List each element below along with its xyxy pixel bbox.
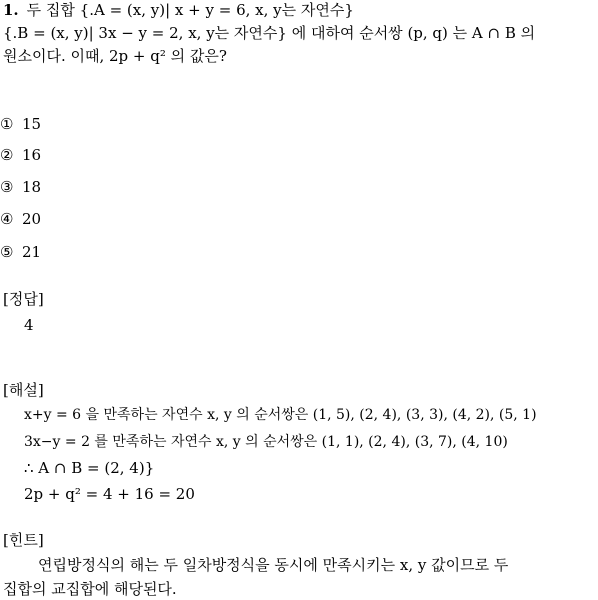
explanation-line-1: x+y = 6 을 만족하는 자연수 x, y 의 순서쌍은 (1, 5), (2, 4), (3, 3), (4, 2), (5, 1): [24, 407, 537, 423]
choice-1-mark: ①: [0, 115, 14, 133]
hint-line-2: 집합의 교집합에 해당된다.: [3, 580, 177, 598]
explanation-header: [해설]: [3, 381, 44, 399]
choice-2[interactable]: [0, 145, 41, 165]
hint-line-1: 연립방정식의 해는 두 일차방정식을 동시에 만족시키는 x, y 값이므로 두: [38, 556, 509, 574]
question-number: 1.: [3, 1, 19, 19]
choice-3-value: 18: [22, 178, 42, 196]
choice-4[interactable]: [0, 209, 41, 229]
answer-header: [정답]: [3, 290, 44, 308]
choice-2-mark: ②: [0, 146, 14, 164]
choice-4-value: 20: [22, 210, 42, 228]
question-line-2: {.B = (x, y)| 3x − y = 2, x, y는 자연수} 에 대하여 순서쌍 (p, q) 는 A ∩ B 의: [3, 24, 536, 42]
choice-5-mark: ⑤: [0, 243, 14, 261]
hint-header: [힌트]: [3, 531, 44, 549]
answer-value: 4: [24, 316, 34, 334]
choice-3[interactable]: [0, 177, 41, 197]
choice-3-mark: ③: [0, 178, 14, 196]
choice-1-value: 15: [22, 115, 42, 133]
choice-5-value: 21: [22, 243, 42, 261]
question-line-3: 원소이다. 이때, 2p + q² 의 값은?: [3, 47, 227, 65]
choice-2-value: 16: [22, 146, 42, 164]
choice-5[interactable]: [0, 242, 41, 262]
explanation-line-2: 3x−y = 2 를 만족하는 자연수 x, y 의 순서쌍은 (1, 1), (2, 4), (3, 7), (4, 10): [24, 434, 508, 450]
question-text-1: 두 집합 {.A = (x, y)| x + y = 6, x, y는 자연수}: [26, 1, 354, 19]
choice-4-mark: ④: [0, 210, 14, 228]
explanation-line-4: 2p + q² = 4 + 16 = 20: [24, 485, 195, 503]
choice-1[interactable]: [0, 114, 41, 134]
explanation-line-3: ∴ A ∩ B = (2, 4)}: [24, 459, 155, 477]
question-line-1: [3, 0, 354, 20]
